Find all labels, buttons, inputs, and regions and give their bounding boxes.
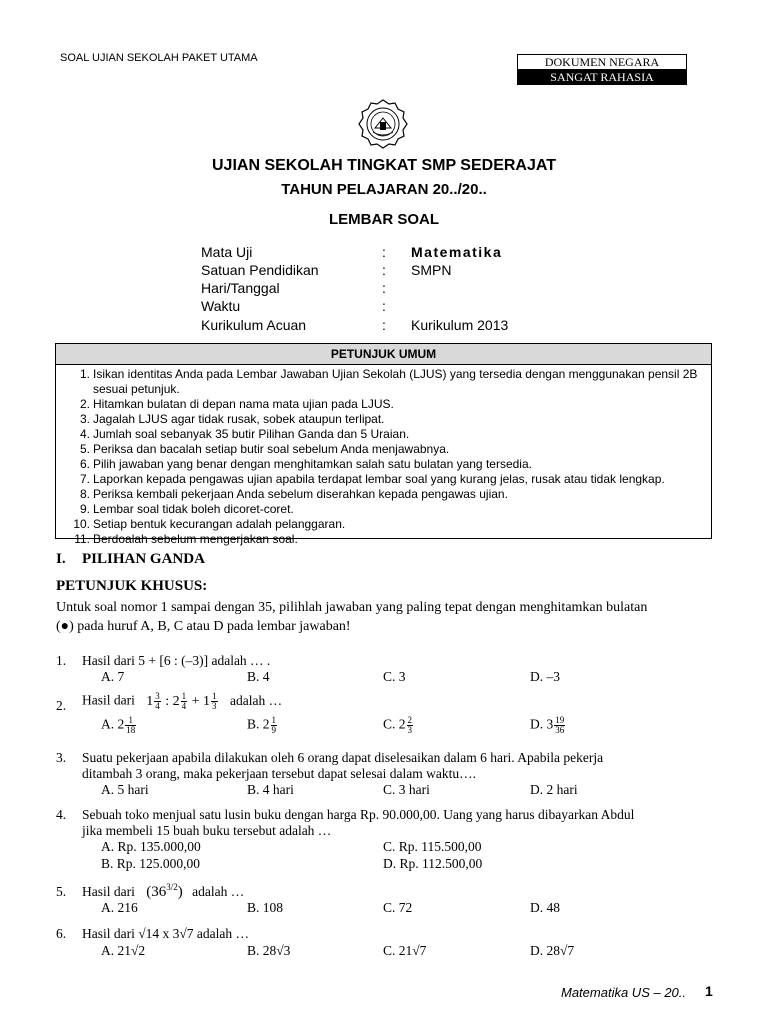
- question-number: 4.: [56, 807, 67, 822]
- item-number: 11.: [74, 532, 90, 546]
- tut-wuri-handayani-emblem-icon: [357, 98, 409, 150]
- list-item: [56, 397, 711, 412]
- option-c: C. 3: [383, 669, 406, 684]
- question-text-line-1: Suatu pekerjaan apabila dilakukan oleh 6 orang dapat diselesaikan dalam 6 hari. Apabila pekerja: [82, 750, 604, 765]
- general-instructions-box: [55, 343, 712, 546]
- option-a: A. 21√2: [101, 943, 146, 958]
- question-number: 2.: [56, 698, 67, 713]
- info-label: Mata Uji: [201, 244, 253, 260]
- operator-whole: : 2: [165, 693, 180, 709]
- option-a: A. Rp. 135.000,00: [101, 839, 201, 854]
- option-d: D. 48: [530, 900, 560, 915]
- list-item: [56, 457, 711, 472]
- option-a: A. 2 $\frac{1}{18}$: [101, 715, 136, 735]
- question-number: 5.: [56, 884, 67, 899]
- item-text: Berdoalah sebelum mengerjakan soal.: [93, 532, 298, 546]
- question-prefix: Hasil dari: [82, 692, 135, 708]
- item-text: Periksa kembali pekerjaan Anda sebelum diserahkan kepada pengawas ujian.: [93, 487, 508, 501]
- option-c: C. 2 $\frac{2}{3}$: [383, 715, 413, 735]
- info-value: SMPN: [411, 262, 452, 278]
- list-item: [56, 412, 711, 427]
- question-suffix: adalah …: [192, 884, 245, 899]
- fraction: $\frac{3}{4}$: [155, 691, 160, 711]
- question-text-line-2: ditambah 3 orang, maka pekerjaan tersebut dapat selesai dalam waktu….: [82, 766, 476, 781]
- item-number: 9.: [79, 502, 90, 516]
- exponent: 3/2: [166, 882, 178, 892]
- info-value: Matematika: [411, 244, 503, 260]
- item-text: Isikan identitas Anda pada Lembar Jawaban Ujian Sekolah (LJUS) yang tersedia dengan menggunakan pensil 2B sesuai petunjuk.: [93, 367, 698, 396]
- question-text-line-2: jika membeli 15 buah buku tersebut adalah …: [82, 823, 332, 838]
- question-suffix: adalah …: [230, 692, 283, 708]
- item-number: 1.: [79, 367, 90, 381]
- item-text: Hitamkan bulatan di depan nama mata ujian pada LJUS.: [93, 397, 394, 411]
- academic-year: TAHUN PELAJARAN 20../20..: [281, 181, 487, 198]
- option-b: B. 2 $\frac{1}{9}$: [247, 715, 277, 735]
- question-number: 6.: [56, 926, 67, 941]
- option-b: B. 4 hari: [247, 782, 294, 797]
- info-label: Hari/Tanggal: [201, 280, 280, 296]
- header-exam-name: SOAL UJIAN SEKOLAH PAKET UTAMA: [60, 52, 258, 64]
- math-expression: [146, 691, 222, 711]
- option-d: D. –3: [530, 669, 560, 684]
- option-d: D. 2 hari: [530, 782, 578, 797]
- operator-whole: + 1: [191, 693, 211, 709]
- list-item: [56, 487, 711, 502]
- item-text: Jagalah LJUS agar tidak rusak, sobek ataupun terlipat.: [93, 412, 385, 426]
- option-d: D. 3 $\frac{19}{36}$: [530, 715, 565, 735]
- item-number: 4.: [79, 427, 90, 441]
- info-colon: :: [382, 280, 386, 296]
- question-text: Hasil dari 5 + [6 : (–3)] adalah … .: [82, 653, 271, 668]
- info-colon: :: [382, 244, 386, 260]
- option-a: A. 7: [101, 669, 125, 684]
- info-colon: :: [382, 262, 386, 278]
- item-text: Jumlah soal sebanyak 35 butir Pilihan Ganda dan 5 Uraian.: [93, 427, 410, 441]
- list-item: [56, 442, 711, 457]
- item-number: 7.: [79, 472, 90, 486]
- question-text: [82, 692, 282, 711]
- question-number: 3.: [56, 750, 67, 765]
- item-number: 10.: [73, 517, 90, 531]
- option-b: B. 4: [247, 669, 270, 684]
- question-text-line-1: Sebuah toko menjual satu lusin buku dengan harga Rp. 90.000,00. Uang yang harus dibayarkan Abdul: [82, 807, 635, 822]
- list-item: [56, 502, 711, 517]
- section-number: I.: [56, 551, 66, 567]
- document-classification-stamp: [517, 54, 687, 85]
- option-d: D. 28√7: [530, 943, 575, 958]
- info-value: Kurikulum 2013: [411, 317, 509, 333]
- option-a: A. 5 hari: [101, 782, 149, 797]
- option-b: B. 108: [247, 900, 284, 915]
- option-d: D. Rp. 112.500,00: [383, 856, 483, 871]
- list-item: [56, 472, 711, 487]
- stamp-line-2: SANGAT RAHASIA: [518, 70, 686, 84]
- fraction: $\frac{1}{9}$: [271, 715, 277, 735]
- question-text: [82, 882, 244, 901]
- item-number: 8.: [79, 487, 90, 501]
- option-b: B. 28√3: [247, 943, 291, 958]
- general-instructions-list: [56, 367, 711, 547]
- fraction: $\frac{1}{4}$: [181, 691, 187, 711]
- section-heading: PILIHAN GANDA: [82, 551, 205, 567]
- option-b: B. Rp. 125.000,00: [101, 856, 201, 871]
- item-text: Setiap bentuk kecurangan adalah pelanggaran.: [93, 517, 346, 531]
- option-c: C. 21√7: [383, 943, 427, 958]
- fraction: $\frac{1}{18}$: [126, 715, 136, 735]
- sheet-title: LEMBAR SOAL: [329, 211, 439, 228]
- option-c: C. 72: [383, 900, 413, 915]
- general-instructions-title: PETUNJUK UMUM: [56, 344, 711, 365]
- list-item: [56, 427, 711, 442]
- list-item: [56, 517, 711, 532]
- option-c: C. 3 hari: [383, 782, 430, 797]
- info-label: Satuan Pendidikan: [201, 262, 319, 278]
- item-text: Periksa dan bacalah setiap butir soal sebelum Anda menjawabnya.: [93, 442, 450, 456]
- footer-subject-code: Matematika US – 20..: [561, 985, 686, 1000]
- list-item: [56, 532, 711, 547]
- list-item: [56, 367, 711, 397]
- page-number: 1: [705, 983, 713, 999]
- info-label: Kurikulum Acuan: [201, 317, 307, 333]
- item-text: Laporkan kepada pengawas ujian apabila terdapat lembar soal yang kurang jelas, rusak atau tidak lengkap.: [93, 472, 665, 486]
- question-prefix: Hasil dari: [82, 884, 135, 899]
- info-label: Waktu: [201, 298, 241, 314]
- fraction: $\frac{2}{3}$: [407, 715, 413, 735]
- info-colon: :: [382, 317, 386, 333]
- fraction: $\frac{19}{36}$: [555, 715, 565, 735]
- item-text: Pilih jawaban yang benar dengan menghitamkan salah satu bulatan yang tersedia.: [93, 457, 532, 471]
- option-c: C. Rp. 115.500,00: [383, 839, 482, 854]
- math-expression: $(36^{3/2})$: [146, 882, 183, 900]
- info-colon: :: [382, 298, 386, 314]
- exam-title: UJIAN SEKOLAH TINGKAT SMP SEDERAJAT: [211, 157, 557, 174]
- stamp-line-1: DOKUMEN NEGARA: [518, 55, 686, 70]
- special-instructions-heading: PETUNJUK KHUSUS:: [56, 578, 208, 594]
- special-instructions-line-1: Untuk soal nomor 1 sampai dengan 35, pilihlah jawaban yang paling tepat dengan menghitamkan bulatan: [56, 600, 648, 615]
- question-number: 1.: [56, 653, 67, 668]
- item-number: 3.: [79, 412, 90, 426]
- whole-number: 1: [146, 693, 154, 709]
- item-number: 6.: [79, 457, 90, 471]
- item-number: 5.: [79, 442, 90, 456]
- item-number: 2.: [79, 397, 90, 411]
- fraction: $\frac{1}{3}$: [212, 691, 217, 711]
- special-instructions-line-2: (●) pada huruf A, B, C atau D pada lembar jawaban!: [56, 619, 351, 634]
- item-text: Lembar soal tidak boleh dicoret-coret.: [93, 502, 294, 516]
- option-a: A. 216: [101, 900, 138, 915]
- question-text: Hasil dari √14 x 3√7 adalah …: [82, 926, 250, 941]
